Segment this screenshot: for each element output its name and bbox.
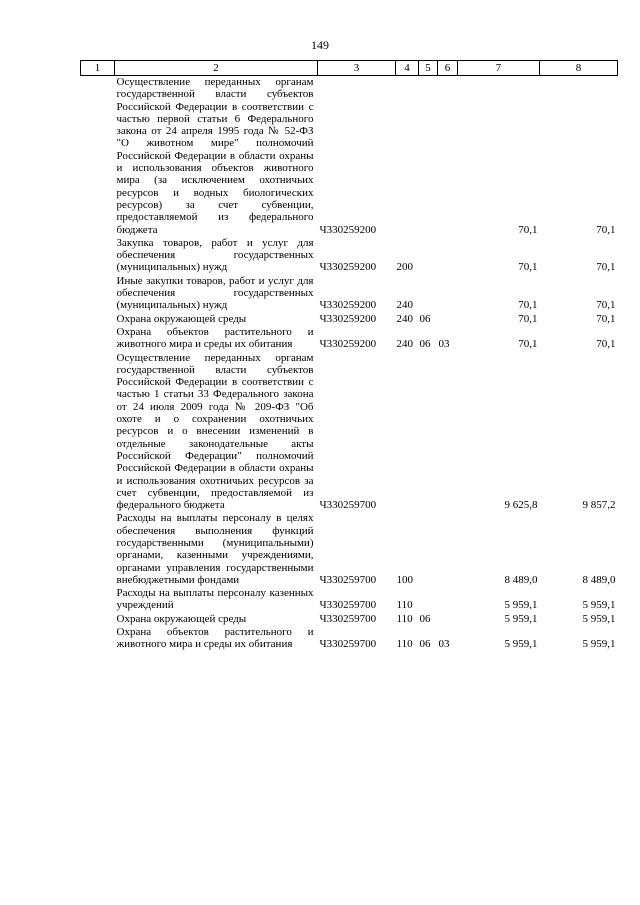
row-name: Иные закупки товаров, работ и услуг для обеспечения государственных (муниципальных) нужд <box>116 274 314 312</box>
row-subsection <box>438 352 458 513</box>
row-subsection: 03 <box>438 638 450 651</box>
row-expense-type: 110 <box>396 599 413 612</box>
amount-value: 70,1 <box>518 261 538 274</box>
row-subsection: 03 <box>438 338 450 351</box>
row-amount-year1 <box>458 237 540 275</box>
amount-value: 9 625,8 <box>504 499 538 512</box>
row-amount-year1 <box>458 326 540 352</box>
table-row <box>81 313 618 326</box>
row-subsection <box>438 587 458 613</box>
row-section <box>419 352 438 513</box>
row-target-code: Ч330259700 <box>319 573 377 586</box>
row-amount-year2: 8 489,0 <box>582 573 616 586</box>
amount-value: 8 489,0 <box>504 573 538 586</box>
amount-value: 70,1 <box>518 223 538 236</box>
row-name: Охрана окружающей среды <box>116 612 247 625</box>
row-subsection <box>438 512 458 587</box>
amount-value: 5 959,1 <box>504 599 538 612</box>
row-number-cell <box>81 512 115 587</box>
row-name: Охрана объектов растительного и животного мира и среды их обитания <box>116 626 314 651</box>
amount-value: 70,1 <box>518 312 538 325</box>
row-subsection <box>438 237 458 275</box>
row-expense-type: 200 <box>396 261 413 274</box>
column-header: 4 <box>396 61 419 76</box>
row-amount-year1 <box>458 352 540 513</box>
row-amount-year1 <box>458 275 540 313</box>
row-amount-year1 <box>458 626 540 652</box>
row-amount-year1 <box>458 512 540 587</box>
table-row <box>81 326 618 352</box>
row-number-cell <box>81 352 115 513</box>
row-section <box>419 512 438 587</box>
row-number-cell <box>81 626 115 652</box>
row-name: Охрана окружающей среды <box>116 312 247 325</box>
row-name: Осуществление переданных органам государственной власти субъектов Российской Федерации в соответствии с частью первой статьи 6 Федерального закона от 24 апреля 1995 года № 52-ФЗ "О животном мире" полномочий Российской Федерации в области охраны и использования объектов животного мира (за исключением охотничьих ресурсов и водных биологических ресурсов) за счет субвенции, предоставляемой из федерального бюджета <box>116 76 314 236</box>
row-subsection <box>438 313 458 326</box>
row-target-code: Ч330259700 <box>319 638 377 651</box>
row-section <box>419 76 438 237</box>
row-section: 06 <box>419 338 431 351</box>
table-row <box>81 512 618 587</box>
row-number-cell <box>81 275 115 313</box>
column-header: 7 <box>458 61 540 76</box>
row-subsection <box>438 275 458 313</box>
amount-value: 70,1 <box>518 338 538 351</box>
row-name: Закупка товаров, работ и услуг для обеспечения государственных (муниципальных) нужд <box>116 236 314 274</box>
column-header: 6 <box>438 61 458 76</box>
row-expense-type <box>396 76 419 237</box>
row-section <box>419 587 438 613</box>
table-row <box>81 587 618 613</box>
row-amount-year2: 5 959,1 <box>582 599 616 612</box>
row-subsection <box>438 613 458 626</box>
row-number-cell <box>81 587 115 613</box>
row-amount-year2: 5 959,1 <box>582 638 616 651</box>
row-amount-year1 <box>458 587 540 613</box>
row-section <box>419 275 438 313</box>
row-expense-type: 240 <box>396 299 413 312</box>
table-row <box>81 76 618 237</box>
row-expense-type: 110 <box>396 638 413 651</box>
row-amount-year2: 70,1 <box>596 299 616 312</box>
amount-value: 5 959,1 <box>504 638 538 651</box>
table-row <box>81 626 618 652</box>
row-amount-year2: 70,1 <box>596 338 616 351</box>
table-row <box>81 352 618 513</box>
row-name: Осуществление переданных органам государственной власти субъектов Российской Федерации в соответствии с частью 1 статьи 33 Федерального закона от 24 июля 2009 года № 209-ФЗ "Об охоте и о сохранении охотничьих ресурсов и о внесении изменений в отдельные законодательные акты Российской Федерации" полномочий Российской Федерации в области охраны и использования охотничьих ресурсов за счет субвенции, предоставляемой из федерального бюджета <box>116 351 314 512</box>
row-expense-type: 240 <box>396 312 413 325</box>
amount-value: 5 959,1 <box>504 612 538 625</box>
row-expense-type: 110 <box>396 612 413 625</box>
page-number: 149 <box>311 38 329 52</box>
row-expense-type: 100 <box>396 573 413 586</box>
row-name: Охрана объектов растительного и животного мира и среды их обитания <box>116 325 314 351</box>
row-expense-type: 240 <box>396 338 413 351</box>
row-name: Расходы на выплаты персоналу казенных учреждений <box>116 587 314 612</box>
row-number-cell <box>81 313 115 326</box>
row-amount-year2: 70,1 <box>596 223 616 236</box>
row-number-cell <box>81 326 115 352</box>
row-section <box>419 237 438 275</box>
amount-value: 70,1 <box>518 299 538 312</box>
row-target-code: Ч330259700 <box>319 612 377 625</box>
table-header-row <box>81 61 618 76</box>
row-target-code: Ч330259200 <box>319 261 377 274</box>
row-amount-year2: 5 959,1 <box>582 612 616 625</box>
row-name: Расходы на выплаты персоналу в целях обеспечения выполнения функций государственными (муниципальными) органами, казенными учреждениями, органами управления государственными внебюджетными фондами <box>116 512 314 586</box>
column-header: 3 <box>318 61 396 76</box>
budget-table <box>80 60 618 652</box>
row-section: 06 <box>419 612 431 625</box>
column-header: 5 <box>419 61 438 76</box>
table-row <box>81 237 618 275</box>
row-expense-type <box>396 352 419 513</box>
table-row <box>81 613 618 626</box>
row-amount-year1 <box>458 313 540 326</box>
row-amount-year2: 9 857,2 <box>582 499 616 512</box>
row-section: 06 <box>419 312 431 325</box>
table-row <box>81 275 618 313</box>
row-amount-year1 <box>458 613 540 626</box>
column-header: 8 <box>540 61 618 76</box>
column-header: 1 <box>81 61 115 76</box>
row-target-code: Ч330259200 <box>319 312 377 325</box>
row-target-code: Ч330259200 <box>319 223 377 236</box>
row-section: 06 <box>419 638 431 651</box>
row-target-code: Ч330259700 <box>319 499 377 512</box>
row-amount-year2: 70,1 <box>596 312 616 325</box>
row-amount-year1 <box>458 76 540 237</box>
row-target-code: Ч330259700 <box>319 599 377 612</box>
row-target-code: Ч330259200 <box>319 338 377 351</box>
column-header: 2 <box>115 61 318 76</box>
row-number-cell <box>81 613 115 626</box>
row-number-cell <box>81 76 115 237</box>
row-amount-year2: 70,1 <box>596 261 616 274</box>
row-target-code: Ч330259200 <box>319 299 377 312</box>
row-subsection <box>438 76 458 237</box>
row-number-cell <box>81 237 115 275</box>
